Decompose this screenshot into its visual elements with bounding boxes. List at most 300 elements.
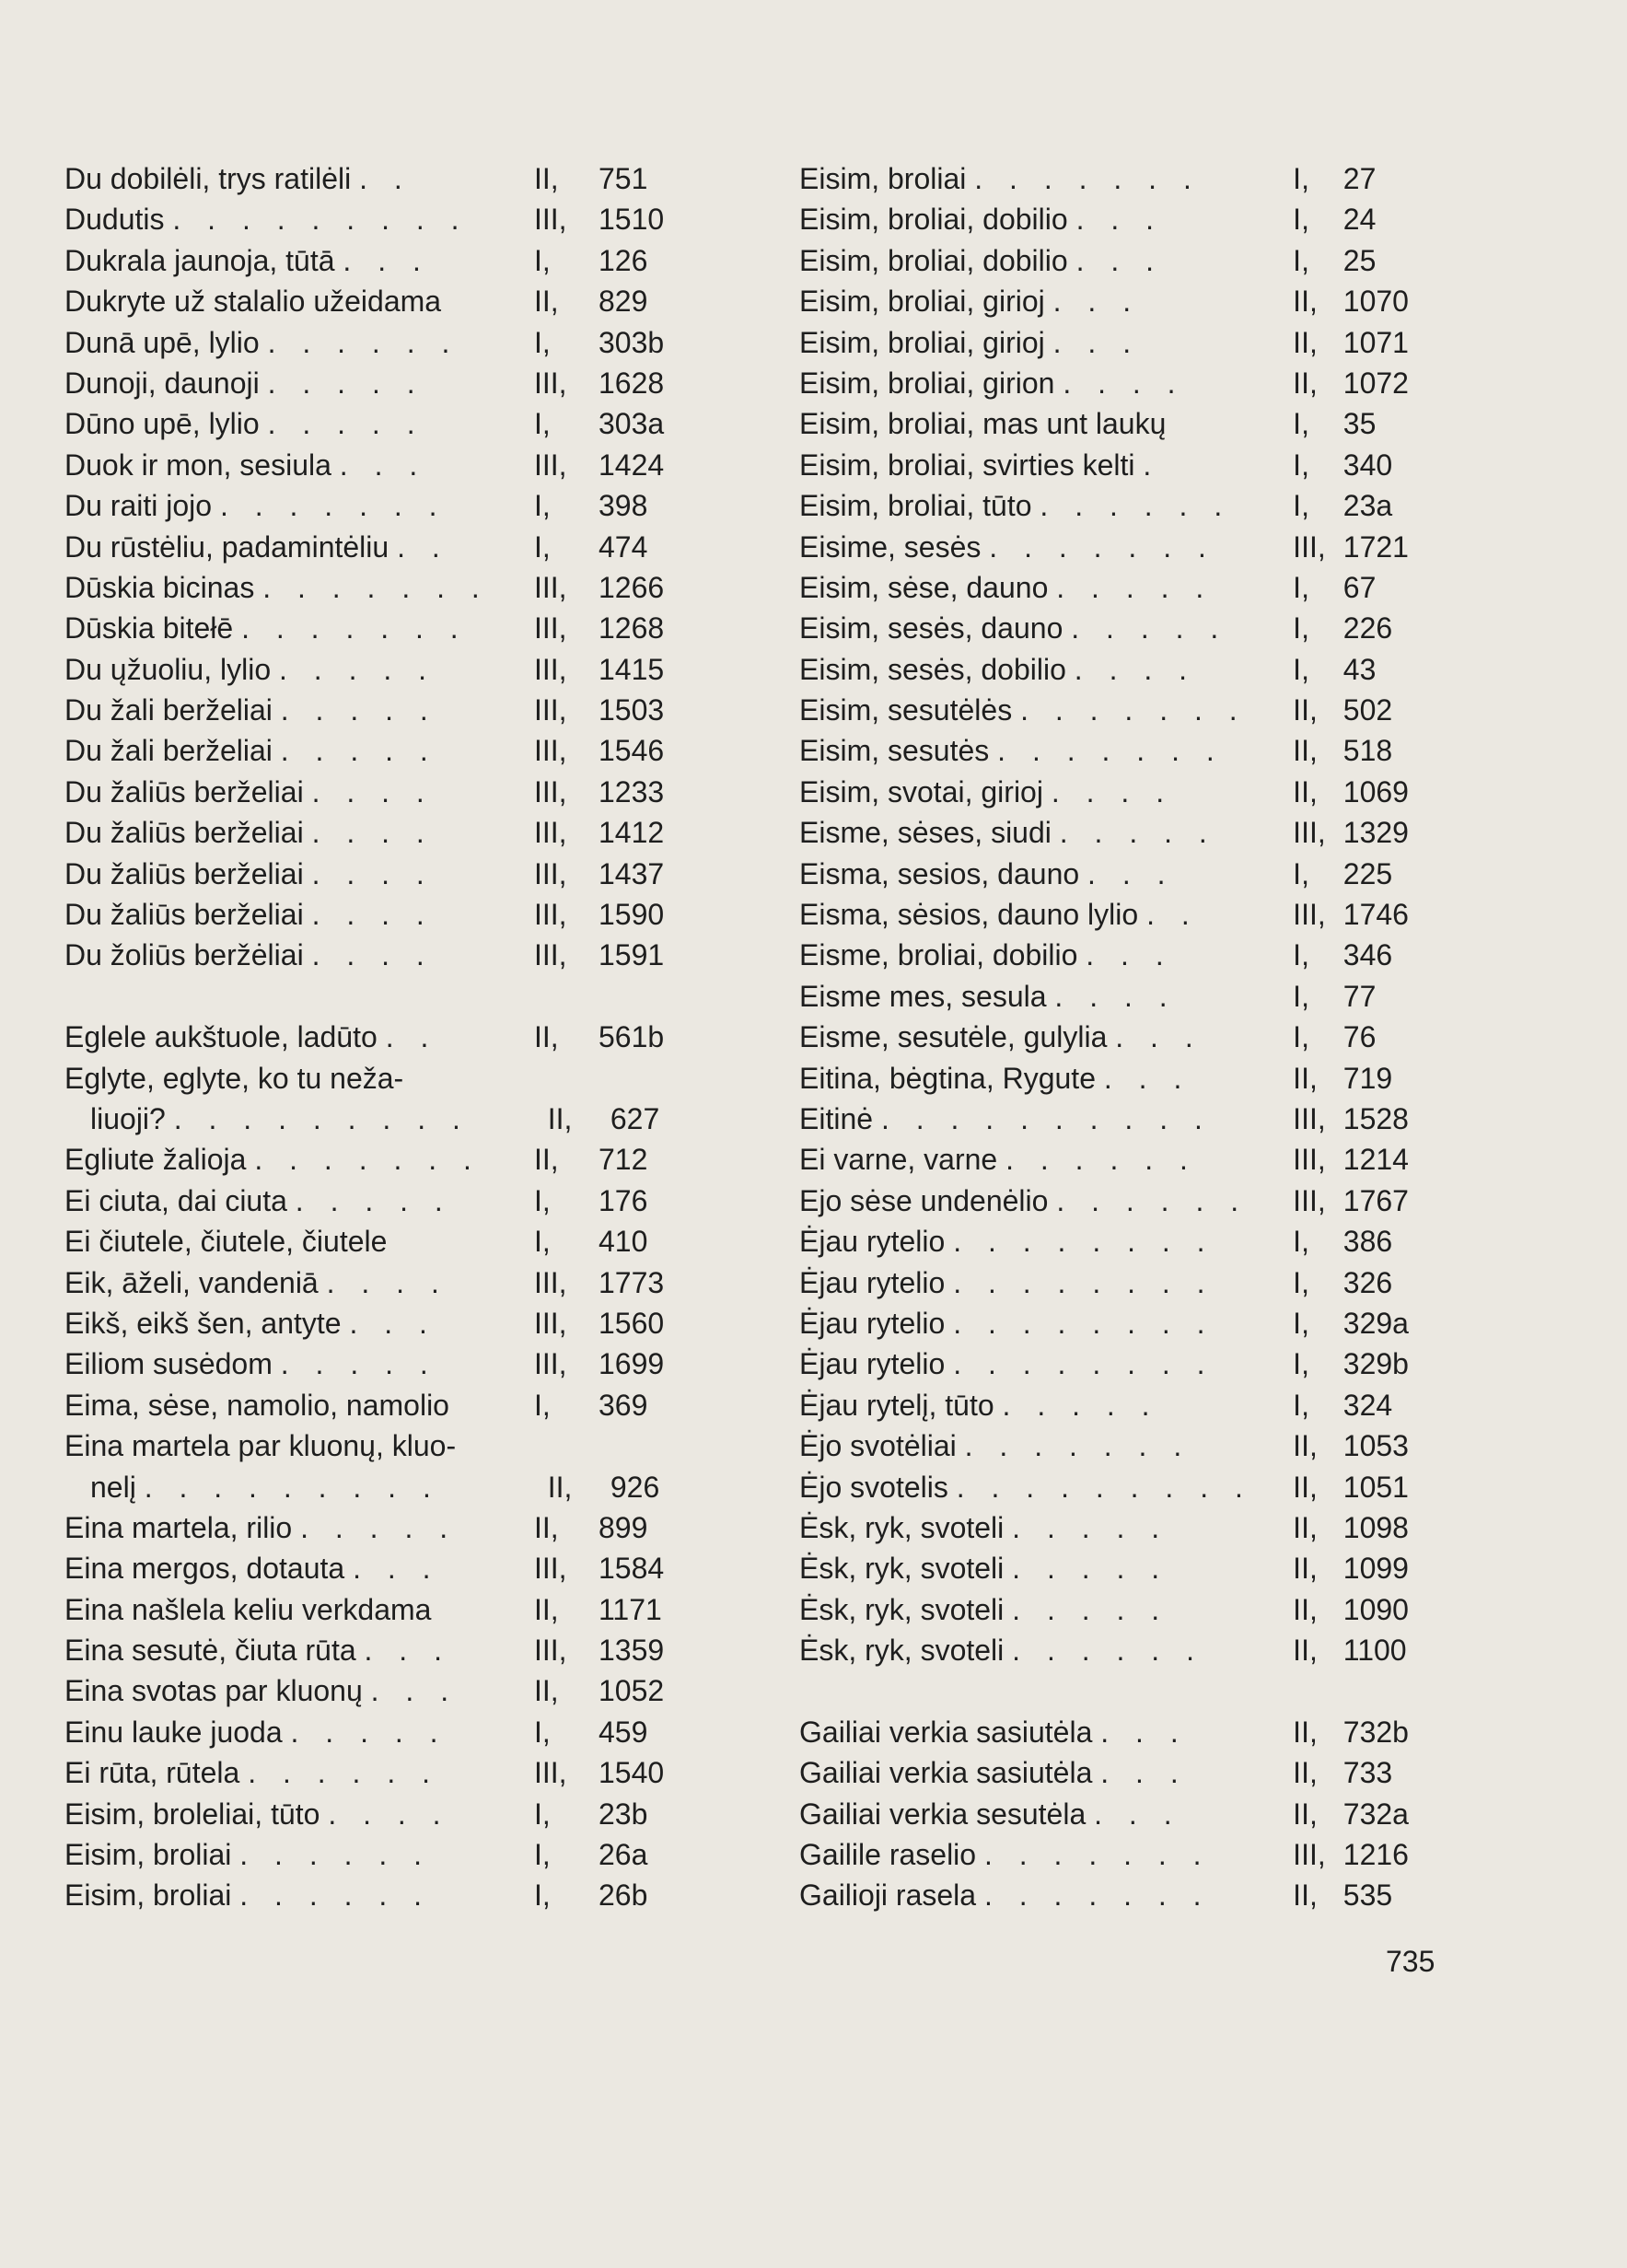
entry-title: Eina sesutė, čiuta rūta <box>64 1634 356 1668</box>
entry-leader-dots: . . . . . . <box>248 1756 439 1790</box>
entry-number: 77 <box>1342 979 1377 1013</box>
entry-number: 1053 <box>1342 1429 1409 1463</box>
entry-title: Eina mergos, dotauta <box>64 1552 345 1586</box>
entry-volume: II, <box>1293 1429 1318 1463</box>
entry-leader-dots: . . <box>1146 898 1199 932</box>
entry-volume: I, <box>534 529 551 564</box>
entry-leader-dots: . . . . . <box>1071 611 1228 646</box>
entry-title: Eina martela, rilio <box>64 1510 293 1544</box>
index-entry <box>799 1467 1444 1507</box>
entry-title-cell <box>64 1467 548 1507</box>
entry-number: 1560 <box>599 1306 665 1340</box>
entry-title-cell <box>64 1670 534 1711</box>
entry-number: 1100 <box>1342 1634 1407 1668</box>
entry-number: 1090 <box>1342 1592 1409 1626</box>
entry-leader-dots: . . . <box>1052 285 1141 319</box>
entry-title-cell <box>64 1875 534 1915</box>
entry-title: Eglyte, eglyte, ko tu neža- <box>64 1061 404 1095</box>
entry-number: 326 <box>1342 1265 1393 1299</box>
entry-number: 23b <box>599 1797 648 1831</box>
entry-title-cell <box>799 1058 1293 1099</box>
entry-title-cell <box>799 363 1293 403</box>
entry-title-cell <box>64 1794 534 1834</box>
entry-number: 926 <box>610 1470 660 1504</box>
entry-number: 1216 <box>1342 1838 1409 1872</box>
entry-volume: II, <box>1293 693 1318 727</box>
entry-title: Eik, āželi, vandeniā <box>64 1265 319 1299</box>
entry-volume: III, <box>534 570 567 604</box>
entry-volume: III, <box>534 1265 567 1299</box>
entry-leader-dots: . . . . . <box>1056 570 1214 604</box>
entry-title: Ėjau rytelio <box>799 1306 946 1340</box>
entry-leader-dots: . . . . . . . . . . <box>880 1101 1212 1135</box>
entry-number: 1546 <box>599 734 665 768</box>
entry-number: 1773 <box>599 1265 665 1299</box>
entry-leader-dots: . . . . . <box>1012 1592 1169 1626</box>
entry-number: 225 <box>1342 856 1393 890</box>
entry-volume: III, <box>534 1347 567 1381</box>
entry-title: Eisma, sėsios, dauno lylio <box>799 898 1139 932</box>
entry-number: 126 <box>599 243 648 277</box>
entry-number: 1540 <box>599 1756 665 1790</box>
entry-title: Dūno upē, lylio <box>64 407 260 441</box>
entry-number: 386 <box>1342 1225 1393 1259</box>
index-entry <box>799 240 1444 281</box>
entry-title-cell <box>64 1221 534 1262</box>
entry-volume: I, <box>534 325 551 359</box>
index-entry <box>799 935 1444 975</box>
entry-volume: II, <box>1293 734 1318 768</box>
entry-number: 1746 <box>1342 898 1409 932</box>
entry-title-cell <box>64 1058 534 1099</box>
index-entry <box>64 1507 709 1548</box>
entry-title: Ėsk, ryk, svoteli <box>799 1510 1005 1544</box>
entry-title: Eisme mes, sesula <box>799 979 1047 1013</box>
entry-title-cell <box>799 1875 1293 1915</box>
entry-number: 1268 <box>599 611 665 646</box>
entry-number: 1412 <box>599 816 665 850</box>
entry-volume: I, <box>534 243 551 277</box>
entry-title: Du ųžuoliu, lylio <box>64 652 272 686</box>
entry-volume: II, <box>1293 1715 1318 1749</box>
index-entry <box>64 485 709 526</box>
entry-title-cell <box>799 1343 1293 1384</box>
index-entry <box>64 199 709 239</box>
entry-number: 398 <box>599 489 648 523</box>
index-entry <box>799 1139 1444 1180</box>
entry-title-cell <box>64 445 534 485</box>
entry-leader-dots: . . <box>359 162 412 195</box>
entry-title: Du raiti jojo <box>64 489 213 523</box>
entry-title-cell <box>799 403 1293 444</box>
entry-title-cell <box>64 1385 534 1425</box>
index-entry <box>799 1630 1444 1670</box>
entry-number: 226 <box>1342 611 1393 646</box>
index-entry <box>64 1181 709 1221</box>
entry-number: 1052 <box>599 1674 665 1708</box>
entry-title-cell <box>64 1343 534 1384</box>
entry-leader-dots: . . . <box>339 448 427 482</box>
entry-volume: III, <box>534 1756 567 1790</box>
index-entry <box>799 1017 1444 1057</box>
entry-title: Eglele aukštuole, ladūto <box>64 1020 378 1054</box>
entry-title-cell <box>799 158 1293 199</box>
entry-leader-dots: . . . . . . <box>1056 1183 1249 1217</box>
entry-number: 410 <box>599 1225 648 1259</box>
index-entry <box>799 1589 1444 1630</box>
entry-leader-dots: . . . . . <box>267 407 424 441</box>
entry-title: Eisme, sesutėle, gulylia <box>799 1020 1108 1054</box>
entry-volume: I, <box>1293 1265 1309 1299</box>
entry-title: Du dobilėli, trys ratilėli <box>64 162 352 195</box>
index-entry <box>799 485 1444 526</box>
entry-title: Du žaliūs berželiai <box>64 774 304 808</box>
entry-volume: III, <box>534 448 567 482</box>
entry-leader-dots: . . . . . . . <box>262 570 489 604</box>
entry-title-cell <box>799 1630 1293 1670</box>
entry-title: Ei varne, varne <box>799 1143 998 1177</box>
index-entry <box>799 1262 1444 1303</box>
entry-number: 751 <box>599 162 648 195</box>
index-entry <box>799 976 1444 1017</box>
entry-leader-dots: . . . . . <box>1002 1388 1159 1422</box>
entry-number: 1591 <box>599 938 665 972</box>
entry-title-cell <box>799 1221 1293 1262</box>
entry-volume: III, <box>1293 1143 1326 1177</box>
entry-leader-dots: . . . . . <box>280 693 437 727</box>
entry-title-cell <box>64 690 534 730</box>
entry-number: 719 <box>1342 1061 1393 1095</box>
entry-volume: II, <box>1293 285 1318 319</box>
entry-title-cell <box>799 1139 1293 1180</box>
entry-leader-dots: . . . <box>349 1306 436 1340</box>
entry-number: 1071 <box>1342 325 1409 359</box>
index-entry <box>64 1630 709 1670</box>
entry-title-cell <box>64 527 534 567</box>
entry-number: 1424 <box>599 448 665 482</box>
entry-title-cell <box>64 730 534 771</box>
entry-volume: I, <box>1293 1347 1309 1381</box>
entry-title: Eisme, broliai, dobilio <box>799 938 1078 972</box>
entry-number: 1070 <box>1342 285 1409 319</box>
entry-volume: II, <box>1293 1756 1318 1790</box>
entry-leader-dots: . . . <box>1103 1061 1191 1095</box>
index-entry <box>799 1058 1444 1099</box>
entry-title-cell <box>799 1467 1293 1507</box>
index-entry <box>64 1794 709 1834</box>
entry-leader-dots: . . . . . . <box>239 1878 432 1913</box>
entry-volume: II, <box>1293 325 1318 359</box>
entry-title-cell <box>64 240 534 281</box>
index-entry <box>799 1343 1444 1384</box>
entry-number: 1099 <box>1342 1552 1409 1586</box>
entry-title: Du rūstėliu, padamintėliu <box>64 529 389 564</box>
entry-leader-dots: . . . <box>1075 203 1164 237</box>
entry-volume: II, <box>534 1510 559 1544</box>
entry-leader-dots: . . . <box>1100 1715 1188 1749</box>
entry-number: 459 <box>599 1715 648 1749</box>
entry-title-cell <box>64 1589 534 1630</box>
index-entry <box>799 1834 1444 1875</box>
index-entry <box>64 1670 709 1711</box>
entry-title-cell <box>799 730 1293 771</box>
entry-leader-dots: . <box>1143 448 1161 482</box>
entry-title: Eisim, broliai, girioj <box>799 325 1045 359</box>
entry-volume: III, <box>1293 1838 1326 1872</box>
entry-volume: I, <box>534 1878 551 1913</box>
entry-volume: I, <box>534 1797 551 1831</box>
entry-title-cell <box>799 649 1293 690</box>
entry-volume: I, <box>1293 611 1309 646</box>
entry-title: Ėjau rytelio <box>799 1225 946 1259</box>
entry-title: Egliute žalioja <box>64 1143 247 1177</box>
entry-leader-dots: . . . . . <box>280 1347 437 1381</box>
entry-volume: III, <box>534 366 567 400</box>
entry-leader-dots: . . . . . . . <box>1020 693 1247 727</box>
entry-number: 1699 <box>599 1347 665 1381</box>
index-entry <box>64 690 709 730</box>
entry-volume: III, <box>534 1552 567 1586</box>
entry-number: 1415 <box>599 652 665 686</box>
index-entry <box>799 608 1444 648</box>
entry-volume: II, <box>1293 1510 1318 1544</box>
entry-number: 67 <box>1342 570 1377 604</box>
entry-number: 1590 <box>599 898 665 932</box>
entry-leader-dots: . . . . <box>311 898 434 932</box>
index-entry <box>799 1385 1444 1425</box>
entry-title-cell <box>799 1712 1293 1752</box>
entry-title-cell <box>64 1425 534 1466</box>
index-entry <box>799 1425 1444 1466</box>
entry-number: 1628 <box>599 366 665 400</box>
entry-title: Eisim, sesės, dauno <box>799 611 1063 646</box>
entry-title-cell <box>799 567 1293 608</box>
entry-volume: II, <box>534 1674 559 1708</box>
entry-number: 27 <box>1342 162 1377 195</box>
entry-title-cell <box>64 935 534 975</box>
entry-title: Eina našlela keliu verkdama <box>64 1592 432 1626</box>
entry-volume: III, <box>1293 1183 1326 1217</box>
entry-title-cell <box>64 1752 534 1793</box>
entry-title-cell <box>799 1834 1293 1875</box>
index-entry <box>64 608 709 648</box>
entry-title: Ėjau rytelio <box>799 1265 946 1299</box>
entry-volume: I, <box>1293 856 1309 890</box>
entry-volume: I, <box>1293 448 1309 482</box>
entry-title-cell <box>799 1589 1293 1630</box>
entry-number: 1437 <box>599 856 665 890</box>
entry-number: 26b <box>599 1878 648 1913</box>
entry-title: Ėsk, ryk, svoteli <box>799 1592 1005 1626</box>
index-entry <box>64 1834 709 1875</box>
entry-volume: I, <box>1293 407 1309 441</box>
entry-title-cell <box>799 1303 1293 1343</box>
entry-leader-dots: . . . . . <box>295 1183 452 1217</box>
entry-leader-dots: . . . . . . . <box>997 734 1224 768</box>
entry-title: Ėsk, ryk, svoteli <box>799 1634 1005 1668</box>
entry-leader-dots: . . . . . . . <box>219 489 447 523</box>
entry-leader-dots: . . . . . . . <box>989 529 1215 564</box>
entry-title: Du žali berželiai <box>64 693 273 727</box>
entry-leader-dots: . . . <box>1087 856 1175 890</box>
entry-leader-dots: . . . . . . . . <box>953 1306 1214 1340</box>
entry-title-cell <box>799 812 1293 853</box>
entry-title-cell <box>64 608 534 648</box>
entry-title-cell <box>799 445 1293 485</box>
index-entry <box>799 199 1444 239</box>
entry-title: Du žaliūs berželiai <box>64 898 304 932</box>
entry-leader-dots: . . . . . . . <box>254 1143 481 1177</box>
entry-title: Eisim, broleliai, tūto <box>64 1797 320 1831</box>
entry-number: 1171 <box>599 1592 662 1626</box>
index-entry <box>64 322 709 363</box>
index-entry <box>64 1262 709 1303</box>
entry-volume: I, <box>1293 652 1309 686</box>
index-entry <box>64 1343 709 1384</box>
entry-title-cell <box>64 812 534 853</box>
entry-leader-dots: . . . . . . <box>1005 1143 1197 1177</box>
entry-leader-dots: . . . . . . <box>1012 1634 1203 1668</box>
index-entry <box>799 363 1444 403</box>
entry-title: Ėjo svotelis <box>799 1470 948 1504</box>
entry-title: Eisme, sėses, siudi <box>799 816 1052 850</box>
index-entry <box>64 158 709 199</box>
index-entry <box>799 1181 1444 1221</box>
entry-number: 329a <box>1342 1306 1409 1340</box>
entry-title-cell <box>799 894 1293 935</box>
entry-title-cell <box>799 854 1293 894</box>
entry-leader-dots: . . . . . <box>290 1715 447 1749</box>
index-entry <box>64 363 709 403</box>
index-entry <box>64 1139 709 1180</box>
entry-leader-dots: . . . . <box>311 856 434 890</box>
entry-title: Dunoji, daunoji <box>64 366 260 400</box>
entry-volume: II, <box>1293 1878 1318 1913</box>
index-entry <box>799 649 1444 690</box>
entry-title: Dukrala jaunoja, tūtā <box>64 243 335 277</box>
entry-volume: III, <box>534 856 567 890</box>
entry-volume: II, <box>547 1470 573 1504</box>
entry-leader-dots: . . . . . <box>280 734 437 768</box>
index-entry <box>799 1875 1444 1915</box>
entry-leader-dots: . . <box>397 529 449 564</box>
entry-number: 369 <box>599 1388 648 1422</box>
entry-volume: I, <box>534 1715 551 1749</box>
entry-title: Eisime, sesės <box>799 529 982 564</box>
index-entry <box>64 812 709 853</box>
entry-number: 340 <box>1342 448 1393 482</box>
entry-title-cell <box>64 1017 534 1057</box>
index-entry <box>799 1303 1444 1343</box>
entry-title: Eisim, broliai <box>64 1838 232 1872</box>
entry-volume: I, <box>1293 938 1309 972</box>
entry-leader-dots: . . . . <box>1051 774 1174 808</box>
entry-volume: I, <box>534 489 551 523</box>
entry-number: 1503 <box>599 693 665 727</box>
index-entry <box>64 772 709 812</box>
entry-number: 324 <box>1342 1388 1393 1422</box>
entry-number: 1072 <box>1342 366 1409 400</box>
entry-title-cell <box>799 322 1293 363</box>
entry-volume: III, <box>534 734 567 768</box>
entry-volume: I, <box>1293 203 1309 237</box>
index-entry <box>64 527 709 567</box>
entry-title-cell <box>799 1099 1293 1139</box>
index-entry <box>64 1099 709 1139</box>
entry-title: Du žali berželiai <box>64 734 273 768</box>
entry-volume: I, <box>534 1388 551 1422</box>
index-entry <box>799 445 1444 485</box>
entry-volume: III, <box>534 1634 567 1668</box>
page-number: 735 <box>1386 1945 1435 1978</box>
entry-title-cell <box>64 199 534 239</box>
entry-number: 1767 <box>1342 1183 1409 1217</box>
section-gap <box>64 976 709 1017</box>
entry-title-cell <box>64 894 534 935</box>
entry-title-cell <box>799 199 1293 239</box>
section-gap <box>799 1670 1444 1711</box>
entry-title-cell <box>64 363 534 403</box>
entry-title: Gailiai verkia sesutėla <box>799 1797 1087 1831</box>
entry-number: 35 <box>1342 407 1377 441</box>
entry-leader-dots: . . . <box>1075 243 1164 277</box>
index-entry <box>64 1548 709 1588</box>
index-entry <box>799 854 1444 894</box>
entry-title-cell <box>799 690 1293 730</box>
entry-title-cell <box>64 649 534 690</box>
entry-title: Dudutis <box>64 203 165 237</box>
index-entry <box>64 1425 709 1466</box>
entry-number: 1584 <box>599 1552 665 1586</box>
entry-volume: II, <box>547 1101 573 1135</box>
entry-title: Eitinė <box>799 1101 874 1135</box>
entry-title-cell <box>799 772 1293 812</box>
entry-volume: II, <box>1293 1552 1318 1586</box>
index-entry <box>799 1507 1444 1548</box>
entry-title-cell <box>64 1507 534 1548</box>
entry-leader-dots: . . . <box>1100 1756 1188 1790</box>
entry-title: nelį <box>90 1470 136 1504</box>
entry-title: Ėjau rytelį, tūto <box>799 1388 994 1422</box>
entry-number: 303b <box>599 325 665 359</box>
entry-volume: III, <box>534 1306 567 1340</box>
entry-volume: I, <box>1293 1225 1309 1259</box>
index-entry <box>799 1099 1444 1139</box>
entry-leader-dots: . . . . . . . <box>983 1878 1211 1913</box>
entry-title-cell <box>64 1712 534 1752</box>
entry-leader-dots: . . . <box>1094 1797 1181 1831</box>
entry-title: Eima, sėse, namolio, namolio <box>64 1388 449 1422</box>
entry-title-cell <box>64 158 534 199</box>
entry-volume: I, <box>1293 243 1309 277</box>
entry-number: 518 <box>1342 734 1393 768</box>
entry-number: 1051 <box>1342 1470 1409 1504</box>
entry-volume: I, <box>1293 162 1309 195</box>
entry-leader-dots: . . . . . . <box>1040 489 1232 523</box>
entry-title: Dunā upē, lylio <box>64 325 260 359</box>
entry-number: 1069 <box>1342 774 1409 808</box>
entry-title-cell <box>799 935 1293 975</box>
entry-number: 43 <box>1342 652 1377 686</box>
index-entry <box>799 730 1444 771</box>
index-entry <box>799 812 1444 853</box>
entry-volume: I, <box>534 1838 551 1872</box>
entry-volume: I, <box>1293 1388 1309 1422</box>
entry-volume: II, <box>534 1020 559 1054</box>
entry-leader-dots: . . . . . <box>279 652 436 686</box>
entry-leader-dots: . . . . <box>311 816 434 850</box>
entry-title-cell <box>799 1752 1293 1793</box>
